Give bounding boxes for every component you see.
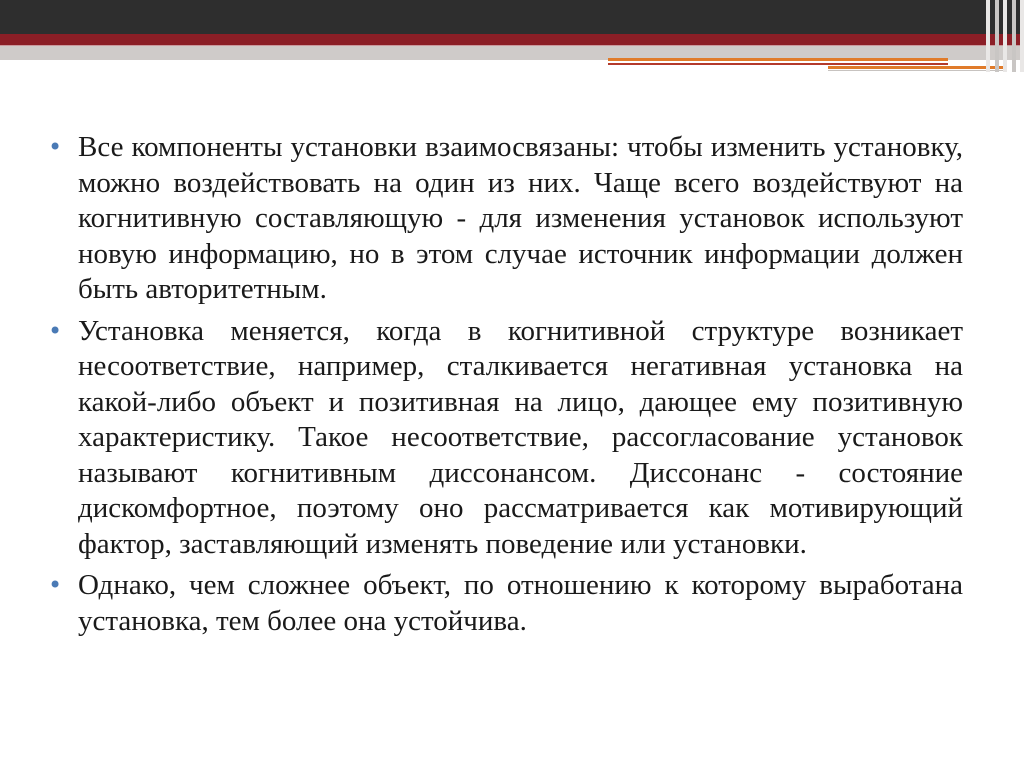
- stripe: [995, 0, 999, 72]
- header-accent-line: [828, 66, 1003, 69]
- bullet-text: Однако, чем сложнее объект, по отношению к которому выработана установка, тем более она устойчива.: [78, 569, 963, 637]
- header-decorative-stripes: [986, 0, 1024, 72]
- bullet-list: [48, 130, 963, 639]
- bullet-text: Все компоненты установки взаимосвязаны: чтобы изменить установку, можно воздействовать на один из них. Чаще всего воздействуют на когнитивную составляющую - для изменения установок используют новую информацию, но в этом случае источник информации должен быть авторитетным.: [78, 131, 963, 305]
- header-accent-line: [608, 58, 948, 61]
- slide-body: [48, 130, 963, 645]
- stripe: [986, 0, 990, 72]
- stripe: [1020, 0, 1024, 72]
- header-accent-line: [608, 63, 948, 65]
- bullet-text: Установка меняется, когда в когнитивной структуре возникает несоответствие, например, сталкивается негативная установка на какой-либо объект и позитивная на лицо, дающее ему позитивную характеристику. Такое несоответствие, рассогласование установок называют когнитивным диссонансом. Диссонанс - состояние дискомфортное, поэтому оно рассматривается как мотивирующий фактор, заставляющий изменять поведение или установки.: [78, 314, 963, 560]
- bullet-item: [48, 314, 963, 563]
- bullet-icon: •: [48, 571, 63, 599]
- header-accent-line: [828, 70, 1003, 71]
- bullet-icon: •: [48, 316, 63, 345]
- bullet-icon: •: [48, 133, 63, 161]
- stripe: [1003, 0, 1007, 72]
- bullet-item: [48, 568, 963, 639]
- header-dark-band: [0, 0, 1024, 34]
- stripe: [1012, 0, 1016, 72]
- bullet-item: [48, 130, 963, 308]
